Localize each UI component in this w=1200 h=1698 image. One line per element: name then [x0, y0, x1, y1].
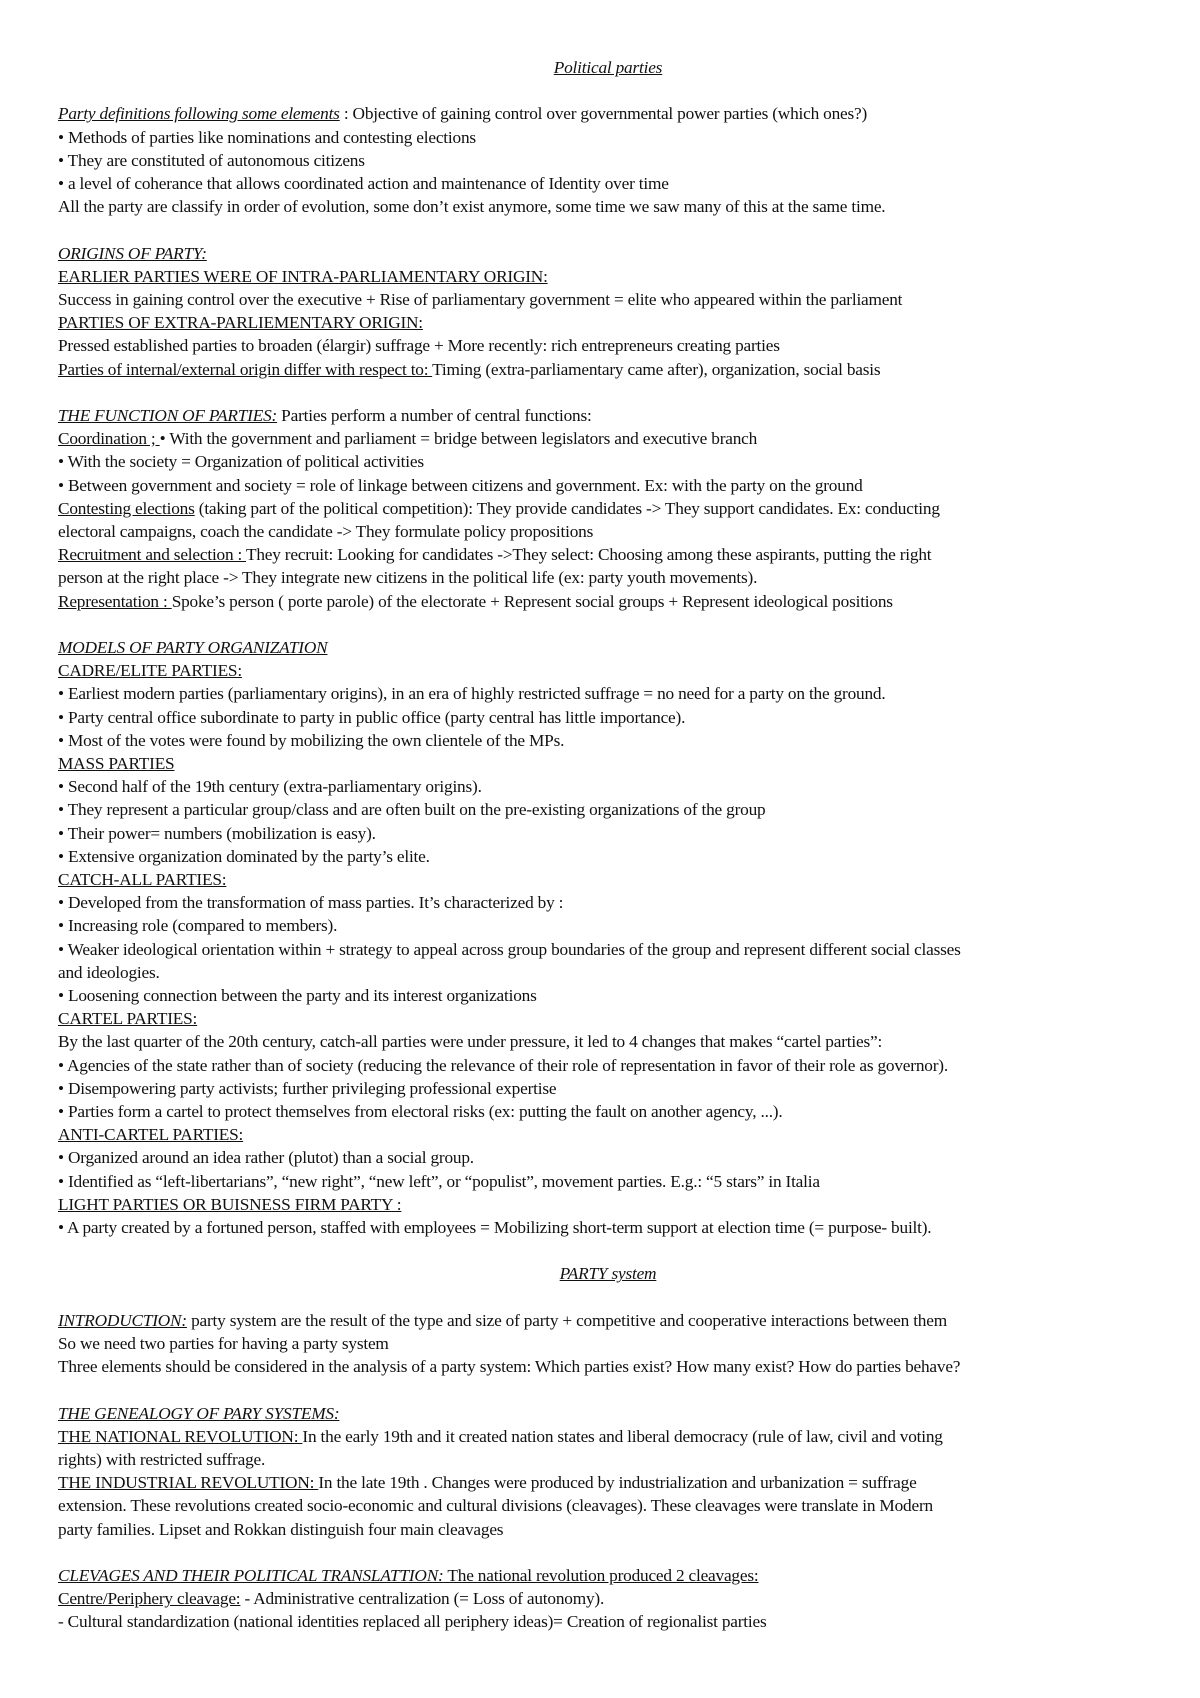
section-heading [58, 1402, 1158, 1425]
section-heading [58, 1564, 1158, 1587]
paragraph-line [58, 590, 1158, 613]
heading-text: Parties perform a number of central functions: [277, 406, 592, 425]
paragraph-line: Pressed established parties to broaden (élargir) suffrage + More recently: rich entrepreneurs creating parties [58, 336, 780, 356]
subheading-line [58, 1123, 1158, 1146]
paragraph-line: person at the right place -> They integrate new citizens in the political life (ex: party youth movements). [58, 568, 758, 588]
subheading-line [58, 265, 1158, 288]
line-text: party system are the result of the type and size of party + competitive and cooperative interactions between them [186, 1310, 947, 1330]
bullet-line: • Disempowering party activists; further privileging professional expertise [58, 1078, 557, 1098]
bullet-line: • a level of coherance that allows coordinated action and maintenance of Identity over time [58, 174, 669, 193]
paragraph-line: By the last quarter of the 20th century, catch-all parties were under pressure, it led to 4 changes that makes “cartel parties”: [58, 1032, 883, 1052]
subheading-line [58, 311, 1158, 334]
inline-label: INTRODUCTION: [58, 1310, 187, 1330]
subheading: CARTEL PARTIES: [58, 1009, 198, 1029]
bullet-line: • Earliest modern parties (parliamentary origins), in an era of highly restricted suffrage = no need for a party on the ground. [58, 684, 886, 704]
title-political-parties: Political parties [553, 58, 663, 77]
line-text: In the early 19th and it created nation states and liberal democracy (rule of law, civil and voting [302, 1426, 943, 1446]
subheading-line [58, 1193, 1158, 1216]
blank-line [58, 1541, 1158, 1564]
document-page [58, 56, 1158, 1634]
heading-text: The national revolution produced 2 cleavages: [443, 1566, 759, 1586]
bullet-line: • Identified as “left-libertarians”, “new right”, “new left”, or “populist”, movement parties. E.g.: “5 stars” in Italia [58, 1171, 820, 1191]
document-title [58, 1262, 1158, 1285]
section-heading [58, 636, 1158, 659]
bullet-line: • Organized around an idea rather (plutot) than a social group. [58, 1148, 474, 1168]
heading-function-of-parties: THE FUNCTION OF PARTIES: [58, 406, 278, 425]
bullet-line: • Second half of the 19th century (extra-parliamentary origins). [58, 777, 482, 797]
bullet-line: • Loosening connection between the party and its interest organizations [58, 986, 537, 1006]
inline-label: Centre/Periphery cleavage: [58, 1589, 241, 1609]
inline-label: Recruitment and selection : [58, 545, 246, 565]
subheading-line [58, 659, 1158, 682]
subheading: CADRE/ELITE PARTIES: [58, 661, 242, 681]
paragraph-line: and ideologies. [58, 962, 160, 982]
line-text: - Administrative centralization (= Loss of autonomy). [240, 1589, 605, 1609]
line-text: They recruit: Looking for candidates ->They select: Choosing among these aspirants, putting the right [245, 545, 932, 565]
bullet-line: • Weaker ideological orientation within + strategy to appeal across group boundaries of the group and represent different social classes [58, 939, 961, 959]
blank-line [58, 218, 1158, 241]
paragraph-line: Three elements should be considered in the analysis of a party system: Which parties exist? How many exist? How do parties behave? [58, 1357, 961, 1377]
blank-line [58, 381, 1158, 404]
paragraph-line: - Cultural standardization (national identities replaced all periphery ideas)= Creation of regionalist parties [58, 1612, 767, 1632]
heading-origins-of-party: ORIGINS OF PARTY: [58, 243, 207, 263]
bullet-line: • Developed from the transformation of mass parties. It’s characterized by : [58, 893, 564, 913]
blank-line [58, 1239, 1158, 1262]
bullet-line: • Party central office subordinate to party in public office (party central has little importance). [58, 707, 686, 727]
bullet-line: • Between government and society = role of linkage between citizens and government. Ex: with the party on the ground [58, 475, 863, 495]
line-text: In the late 19th . Changes were produced by industrialization and urbanization = suffrage [318, 1473, 917, 1493]
subheading-line [58, 752, 1158, 775]
blank-line [58, 613, 1158, 636]
subheading: EARLIER PARTIES WERE OF INTRA-PARLIAMENTARY ORIGIN: [58, 266, 548, 286]
inline-label: Contesting elections [58, 498, 195, 518]
paragraph-line [58, 1587, 1158, 1610]
paragraph-line: party families. Lipset and Rokkan distinguish four main cleavages [58, 1519, 504, 1539]
paragraph-line [58, 543, 1158, 566]
title-party-system: PARTY system [559, 1264, 657, 1284]
bullet-line: • They represent a particular group/class and are often built on the pre-existing organizations of the group [58, 800, 766, 820]
bullet-line: • Extensive organization dominated by the party’s elite. [58, 846, 430, 866]
subheading: LIGHT PARTIES OR BUISNESS FIRM PARTY : [58, 1194, 402, 1214]
bullet-line: • Agencies of the state rather than of society (reducing the relevance of their role of representation in favor of their role as governor). [58, 1055, 948, 1075]
line-text: • With the government and parliament = bridge between legislators and executive branch [159, 429, 758, 449]
document-title [58, 56, 1158, 79]
paragraph-line: So we need two parties for having a party system [58, 1334, 389, 1354]
bullet-line: • With the society = Organization of political activities [58, 452, 424, 472]
paragraph-line [58, 427, 1158, 450]
blank-line [58, 1286, 1158, 1309]
bullet-line: • Parties form a cartel to protect themselves from electoral risks (ex: putting the fault on another agency, ...). [58, 1102, 783, 1122]
bullet-line: • Most of the votes were found by mobilizing the own clientele of the MPs. [58, 730, 565, 750]
inline-label: Representation : [58, 591, 172, 611]
heading-models-of-party-organization: MODELS OF PARTY ORGANIZATION [58, 638, 328, 658]
subheading: CATCH-ALL PARTIES: [58, 870, 227, 890]
blank-line [58, 79, 1158, 102]
inline-label: Party definitions following some elements [58, 104, 340, 124]
line-text: Spoke’s person ( porte parole) of the electorate + Represent social groups + Represent ideological positions [171, 591, 893, 611]
blank-line [58, 1378, 1158, 1401]
paragraph-line: All the party are classify in order of evolution, some don’t exist anymore, some time we saw many of this at the same time. [58, 197, 886, 217]
heading-genealogy-of-party-systems: THE GENEALOGY OF PARY SYSTEMS: [58, 1403, 340, 1423]
subheading: MASS PARTIES [58, 754, 175, 774]
inline-label: THE INDUSTRIAL REVOLUTION: [58, 1473, 319, 1493]
inline-label: Coordination ; [58, 429, 160, 449]
line-text: : Objective of gaining control over governmental power parties (which ones?) [339, 104, 868, 124]
bullet-line: • Methods of parties like nominations and contesting elections [58, 127, 476, 147]
section-heading [58, 242, 1158, 265]
paragraph-line [58, 1471, 1158, 1494]
line-text: Timing (extra-parliamentary came after), organization, social basis [432, 359, 881, 379]
section-heading [58, 404, 1158, 427]
subheading: ANTI-CARTEL PARTIES: [58, 1125, 244, 1145]
paragraph-line: rights) with restricted suffrage. [58, 1450, 266, 1470]
bullet-line: • They are constituted of autonomous citizens [58, 150, 365, 170]
inline-label: Parties of internal/external origin differ with respect to: [58, 359, 433, 379]
paragraph-line [58, 1309, 1158, 1332]
paragraph-line: extension. These revolutions created socio-economic and cultural divisions (cleavages). These cleavages were translate in Modern [58, 1496, 933, 1516]
paragraph-line: electoral campaigns, coach the candidate -> They formulate policy propositions [58, 522, 594, 542]
subheading-line [58, 1007, 1158, 1030]
paragraph-line [58, 1425, 1158, 1448]
bullet-line: • A party created by a fortuned person, staffed with employees = Mobilizing short-term support at election time (= purpose- built). [58, 1218, 932, 1238]
heading-cleavages-political-translation: CLEVAGES AND THEIR POLITICAL TRANSLATTION: [58, 1566, 444, 1586]
subheading-line [58, 868, 1158, 891]
paragraph-line [58, 102, 1158, 125]
subheading: PARTIES OF EXTRA-PARLIEMENTARY ORIGIN: [58, 313, 423, 333]
paragraph-line: Success in gaining control over the executive + Rise of parliamentary government = elite who appeared within the parliament [58, 290, 903, 309]
inline-label: THE NATIONAL REVOLUTION: [58, 1426, 303, 1446]
paragraph-line [58, 497, 1158, 520]
bullet-line: • Their power= numbers (mobilization is easy). [58, 823, 376, 843]
bullet-line: • Increasing role (compared to members). [58, 916, 338, 936]
paragraph-line [58, 358, 1158, 381]
line-text: (taking part of the political competition): They provide candidates -> They support candidates. Ex: conducting [194, 498, 940, 518]
